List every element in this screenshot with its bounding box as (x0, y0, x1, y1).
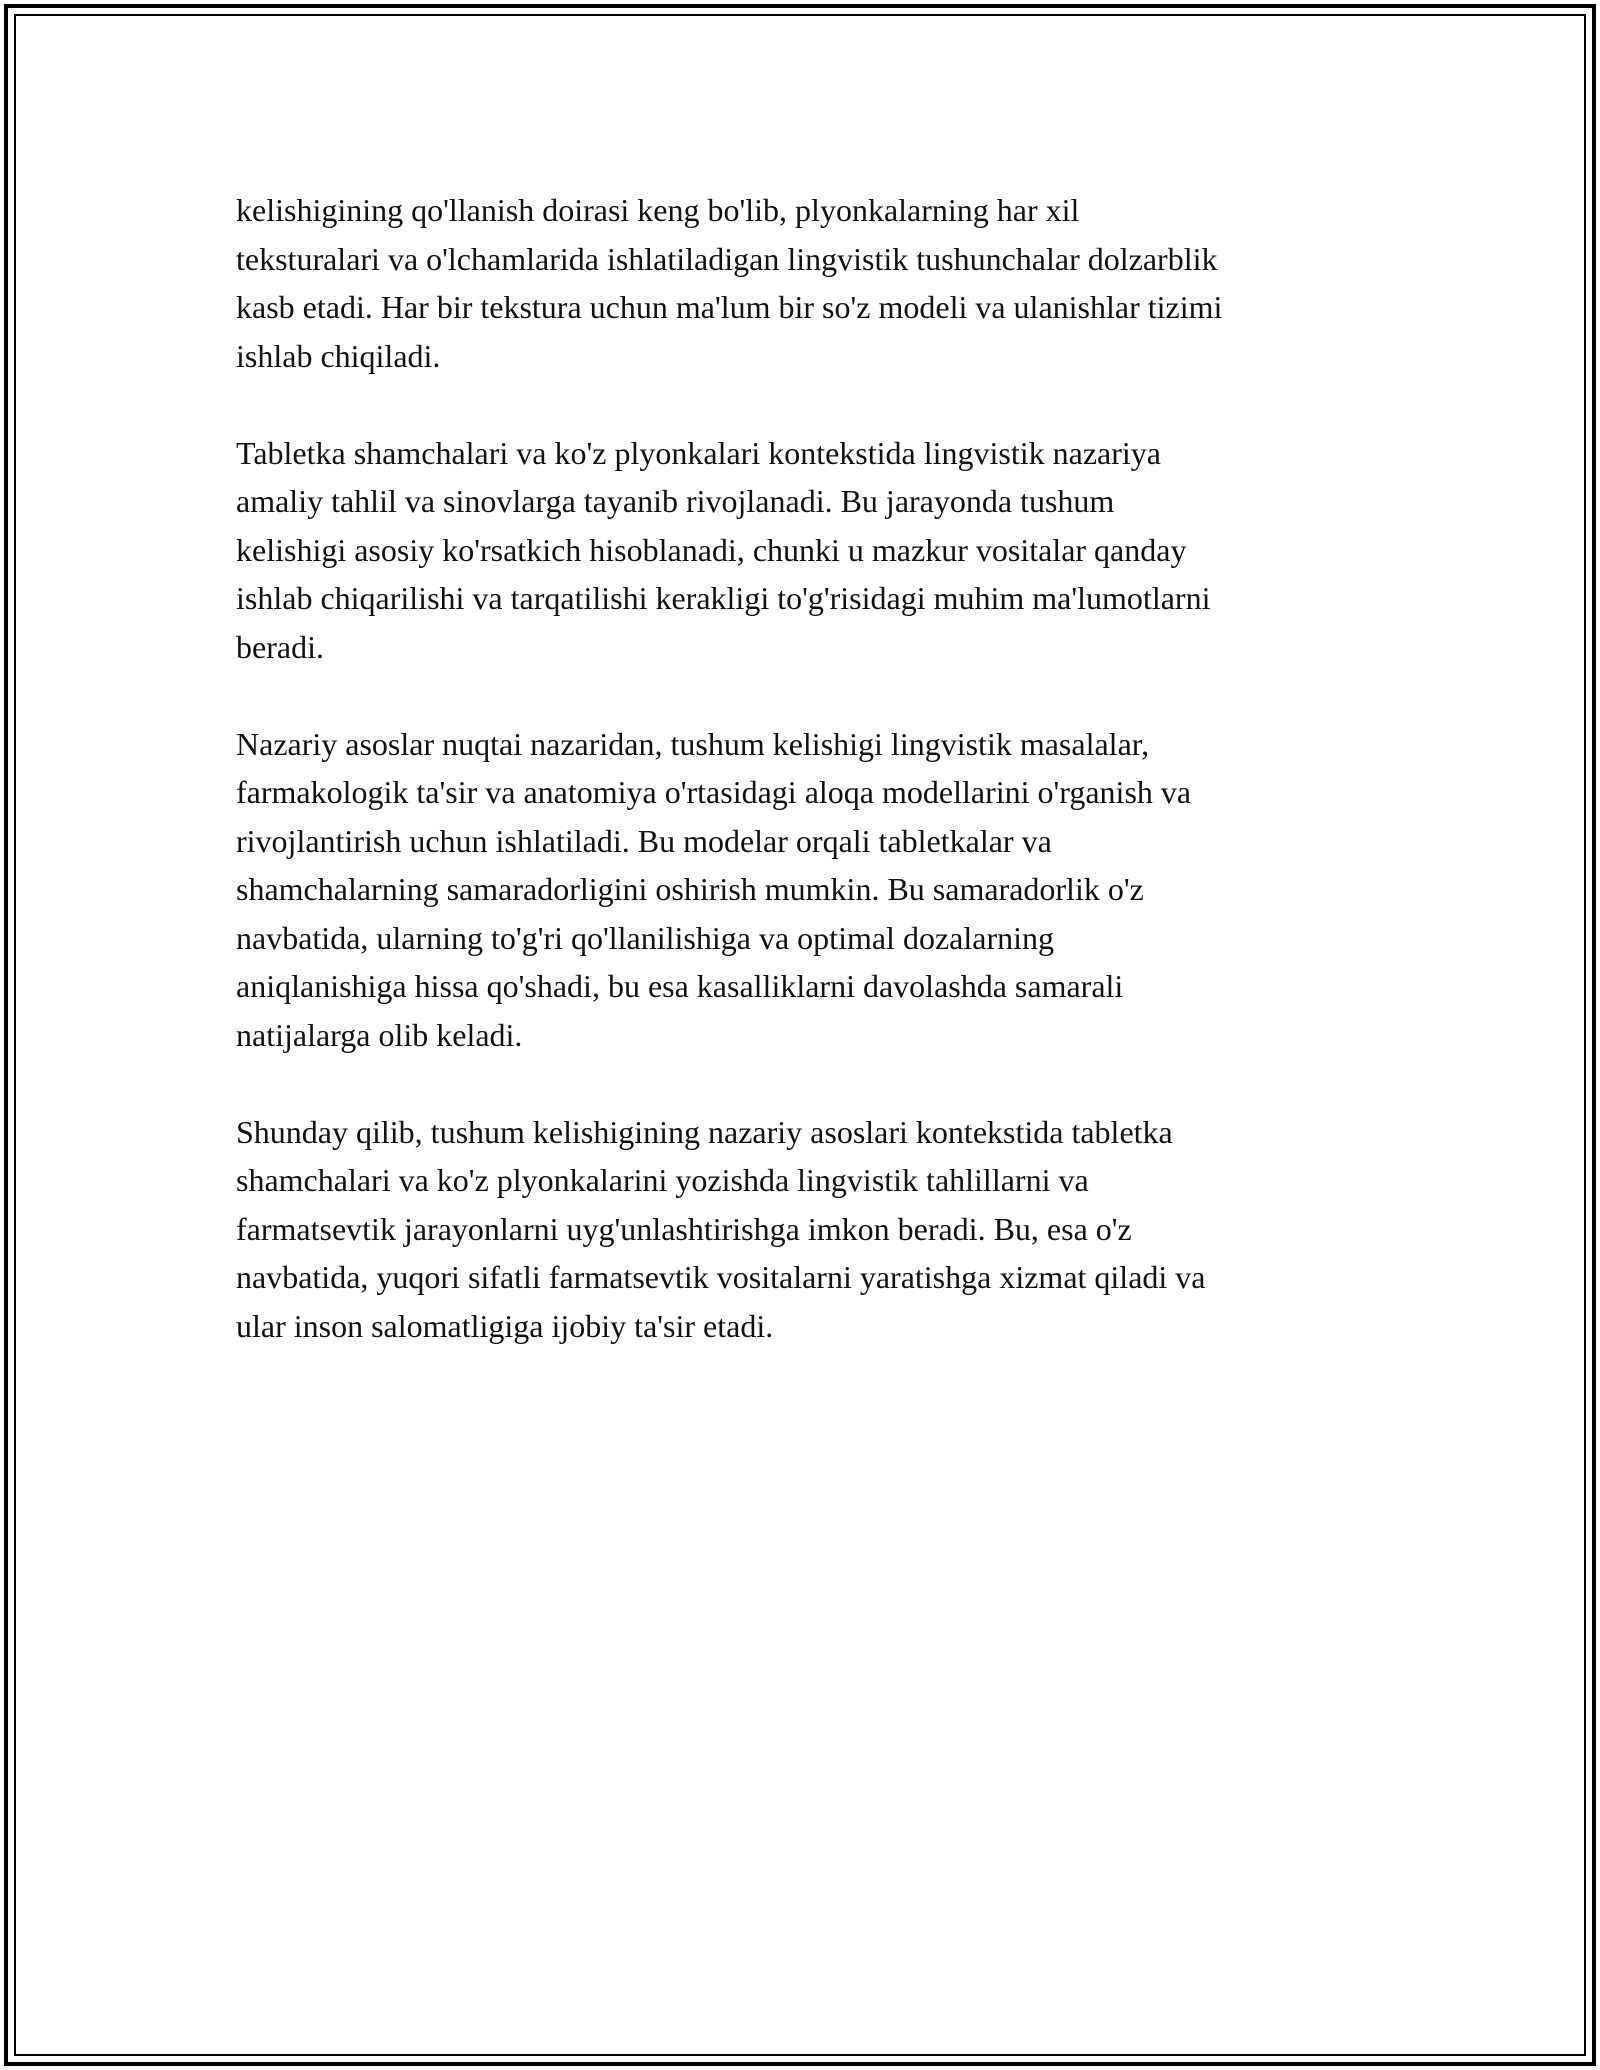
text-line: rivojlantirish uchun ishlatiladi. Bu modelar orqali tabletkalar va (236, 822, 1052, 859)
text-line: shamchalari va ko'z plyonkalarini yozishda lingvistik tahlillarni va (236, 1162, 1089, 1198)
text-line: Shunday qilib, tushum kelishigining nazariy asoslari kontekstida tabletka (236, 1113, 1173, 1150)
text-line: farmakologik ta'sir va anatomiya o'rtasidagi aloqa modellarini o'rganish va (236, 774, 1192, 810)
text-line: navbatida, yuqori sifatli farmatsevtik vositalarni yaratishga xizmat qiladi va (236, 1259, 1206, 1295)
text-line: ular inson salomatligiga ijobiy ta'sir etadi. (236, 1307, 774, 1344)
text-line: beradi. (236, 628, 324, 665)
text-line: navbatida, ularning to'g'ri qo'llanilishiga va optimal dozalarning (236, 919, 1054, 956)
text-line: Tabletka shamchalari va ko'z plyonkalari kontekstida lingvistik nazariya (236, 434, 1161, 471)
text-line: ishlab chiqarilishi va tarqatilishi kerakligi to'g'risidagi muhim ma'lumotlarni (236, 580, 1211, 616)
text-line: ishlab chiqiladi. (236, 337, 441, 374)
text-line: amaliy tahlil va sinovlarga tayanib rivojlanadi. Bu jarayonda tushum (236, 483, 1115, 519)
text-line: shamchalarning samaradorligini oshirish mumkin. Bu samaradorlik o'z (236, 871, 1144, 907)
text-line: teksturalari va o'lchamlarida ishlatiladigan lingvistik tushunchalar dolzarblik (236, 240, 1218, 277)
document-body (236, 186, 1386, 1399)
paragraph-4 (236, 1108, 1386, 1351)
text-line: aniqlanishiga hissa qo'shadi, bu esa kasalliklarni davolashda samarali (236, 968, 1124, 1004)
text-line: natijalarga olib keladi. (236, 1016, 523, 1053)
text-line: Nazariy asoslar nuqtai nazaridan, tushum kelishigi lingvistik masalalar, (236, 725, 1150, 762)
paragraph-1 (236, 186, 1386, 380)
paragraph-2 (236, 429, 1386, 672)
paragraph-3 (236, 720, 1386, 1060)
text-line: kelishigi asosiy ko'rsatkich hisoblanadi, chunki u mazkur vositalar qanday (236, 531, 1187, 568)
text-line: kelishigining qo'llanish doirasi keng bo'lib, plyonkalarning har xil (236, 192, 1080, 228)
text-line: kasb etadi. Har bir tekstura uchun ma'lum bir so'z modeli va ulanishlar tizimi (236, 289, 1223, 325)
text-line: farmatsevtik jarayonlarni uyg'unlashtirishga imkon beradi. Bu, esa o'z (236, 1210, 1132, 1247)
